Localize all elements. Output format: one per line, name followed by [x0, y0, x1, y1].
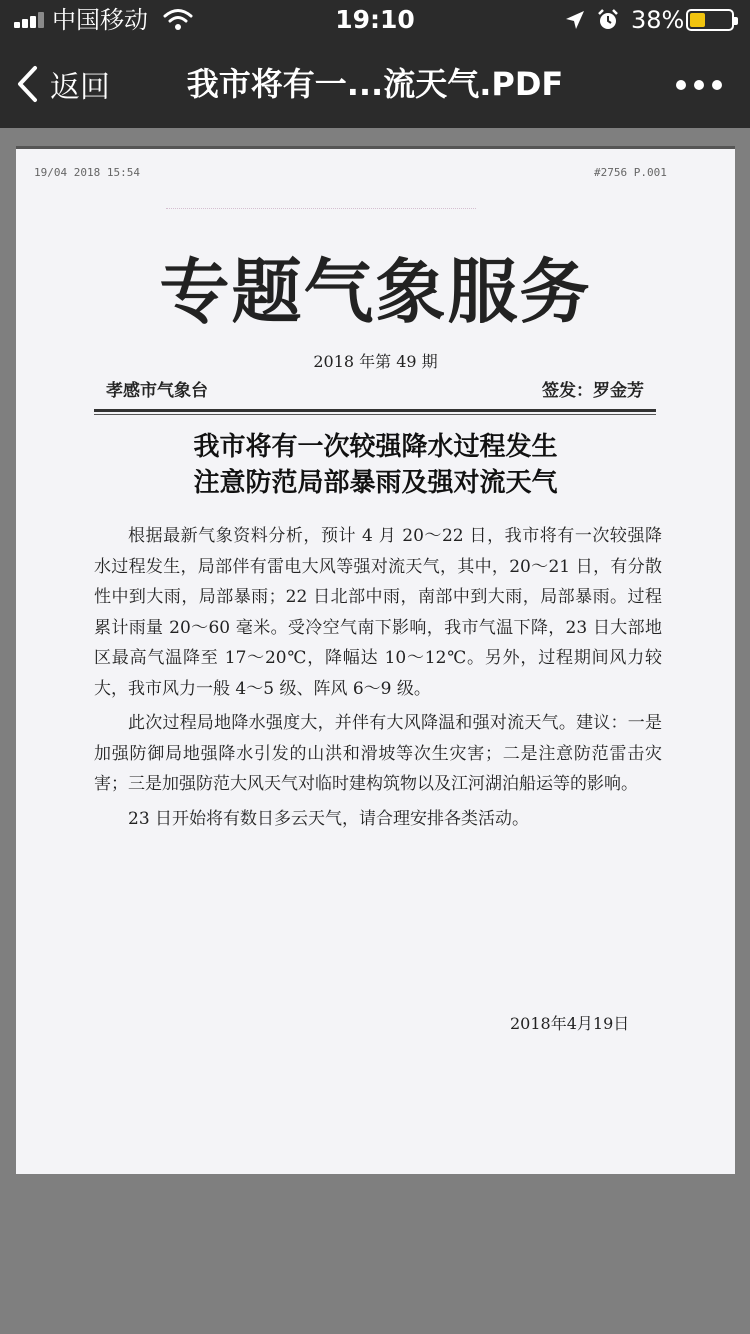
signer: 签发：罗金芳 — [542, 381, 644, 401]
more-icon[interactable] — [676, 74, 722, 94]
clock: 19:10 — [335, 5, 415, 34]
battery-icon — [686, 9, 734, 31]
document-body — [94, 521, 662, 834]
issue-number: 2018 年第 49 期 — [313, 352, 438, 371]
headline-line-2: 注意防范局部暴雨及强对流天气 — [193, 468, 558, 498]
page-title: 我市将有一...流天气.PDF — [186, 65, 564, 103]
pdf-page[interactable] — [16, 146, 735, 1174]
back-button[interactable] — [16, 62, 110, 106]
headline-line-1: 我市将有一次较强降水过程发生 — [193, 432, 558, 462]
fax-header-right: #2756 P.001 — [594, 166, 667, 179]
page-top-edge — [16, 146, 735, 149]
chevron-left-icon — [16, 65, 38, 103]
paragraph: 此次过程局地降水强度大，并伴有大风降温和强对流天气。建议：一是加强防御局地强降水引发的山洪和滑坡等次生灾害；二是注意防范雷击灾害；三是加强防范大风天气对临时建构筑物以及江河湖泊船运等的影响。 — [94, 713, 662, 794]
divider-thin — [94, 414, 656, 415]
paragraph: 23 日开始将有数日多云天气，请合理安排各类活动。 — [128, 808, 530, 829]
faint-bleed-through — [166, 208, 476, 212]
divider-thick — [94, 409, 656, 412]
top-bar — [0, 0, 750, 128]
organization: 孝感市气象台 — [106, 381, 208, 401]
alarm-icon — [596, 8, 620, 32]
carrier-name: 中国移动 — [52, 6, 148, 34]
status-bar — [0, 0, 750, 40]
battery-fill — [690, 13, 705, 27]
paragraph: 根据最新气象资料分析，预计 4 月 20～22 日，我市将有一次较强降水过程发生，局部伴有雷电大风等强对流天气，其中，20～21 日，有分散性中到大雨，局部暴雨；22 日北部中雨，南部中到大雨，局部暴雨。过程累计雨量 20～60 毫米。受冷空气南下影响，我市气温下降，23 日大部地区最高气温降至 17～20℃，降幅达 10～12℃。另外，过程期间风力较大，我市风力一般 4～5 级、阵风 6～9 级。 — [94, 526, 662, 699]
location-icon — [564, 9, 586, 31]
back-label: 返回 — [50, 70, 110, 105]
nav-bar — [0, 40, 750, 128]
document-date: 2018年4月19日 — [510, 1014, 630, 1033]
battery-percent: 38% — [631, 6, 685, 34]
fax-header-left: 19/04 2018 15:54 — [34, 166, 140, 179]
masthead: 专题气象服务 — [159, 250, 592, 333]
